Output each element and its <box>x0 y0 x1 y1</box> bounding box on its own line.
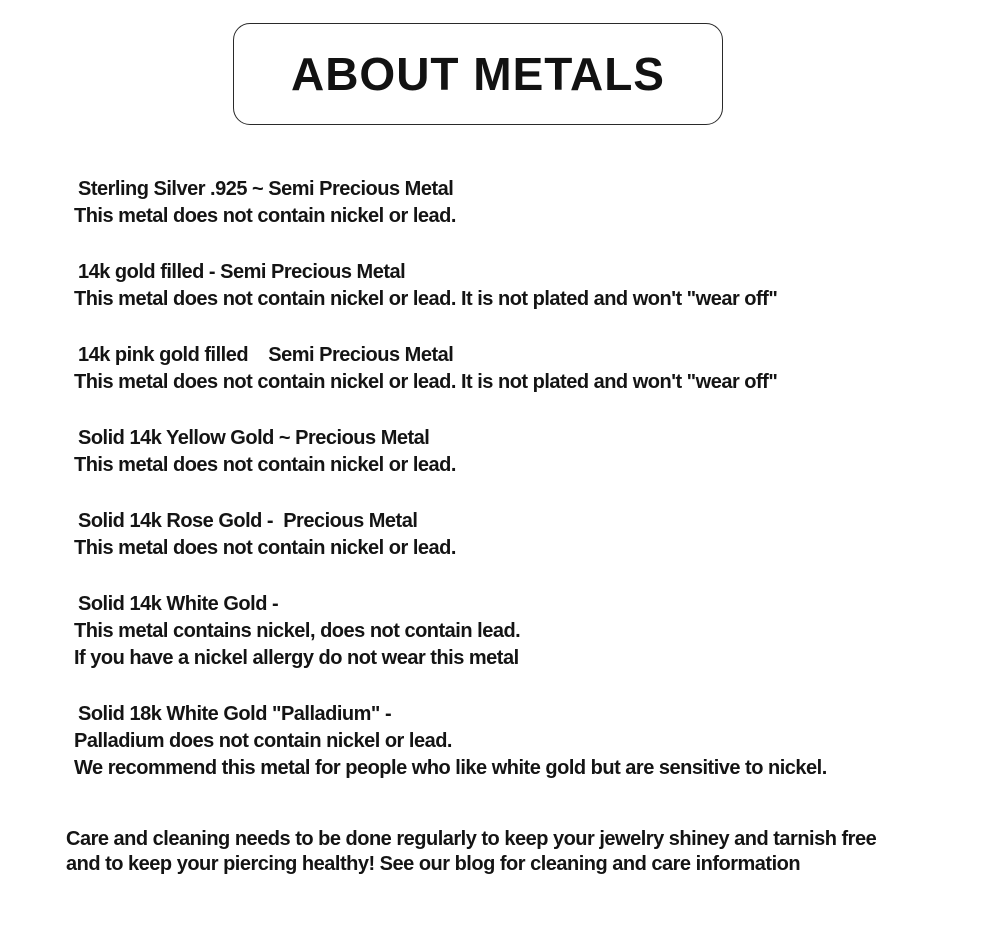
metal-heading: Solid 14k Yellow Gold ~ Precious Metal <box>78 427 430 449</box>
metal-description-line: This metal does not contain nickel or lead. <box>74 454 456 476</box>
metal-heading: Solid 14k White Gold - <box>78 593 279 615</box>
metal-section <box>66 176 946 230</box>
metal-section <box>66 259 946 313</box>
metal-description-line: This metal contains nickel, does not contain lead. <box>74 620 521 642</box>
care-and-cleaning-note: Care and cleaning needs to be done regularly to keep your jewelry shiney and tarnish free and to keep your piercing healthy! See our blog for cleaning and care information <box>66 828 877 875</box>
metal-description-line: This metal does not contain nickel or lead. It is not plated and won't "wear off" <box>74 371 778 393</box>
metal-heading: Sterling Silver .925 ~ Semi Precious Metal <box>78 178 454 200</box>
metal-heading: Solid 18k White Gold "Palladium" - <box>78 703 392 725</box>
metal-description-line: This metal does not contain nickel or lead. It is not plated and won't "wear off" <box>74 288 778 310</box>
metal-heading: 14k gold filled - Semi Precious Metal <box>78 261 406 283</box>
metal-section <box>66 425 946 479</box>
page-title: ABOUT METALS <box>290 48 665 100</box>
metal-heading: 14k pink gold filled Semi Precious Metal <box>78 344 454 366</box>
metal-description-line: If you have a nickel allergy do not wear this metal <box>74 647 519 669</box>
metal-description-line: We recommend this metal for people who like white gold but are sensitive to nickel. <box>74 757 827 779</box>
metal-section <box>66 342 946 396</box>
metal-description-line: This metal does not contain nickel or lead. <box>74 205 456 227</box>
metal-description-line: This metal does not contain nickel or lead. <box>74 537 456 559</box>
metal-sections <box>66 176 946 877</box>
metal-section <box>66 508 946 562</box>
metal-section <box>66 591 946 672</box>
metal-heading: Solid 14k Rose Gold - Precious Metal <box>78 510 418 532</box>
metal-description-line: Palladium does not contain nickel or lead. <box>74 730 452 752</box>
metal-section <box>66 701 946 782</box>
title-box <box>233 23 723 125</box>
